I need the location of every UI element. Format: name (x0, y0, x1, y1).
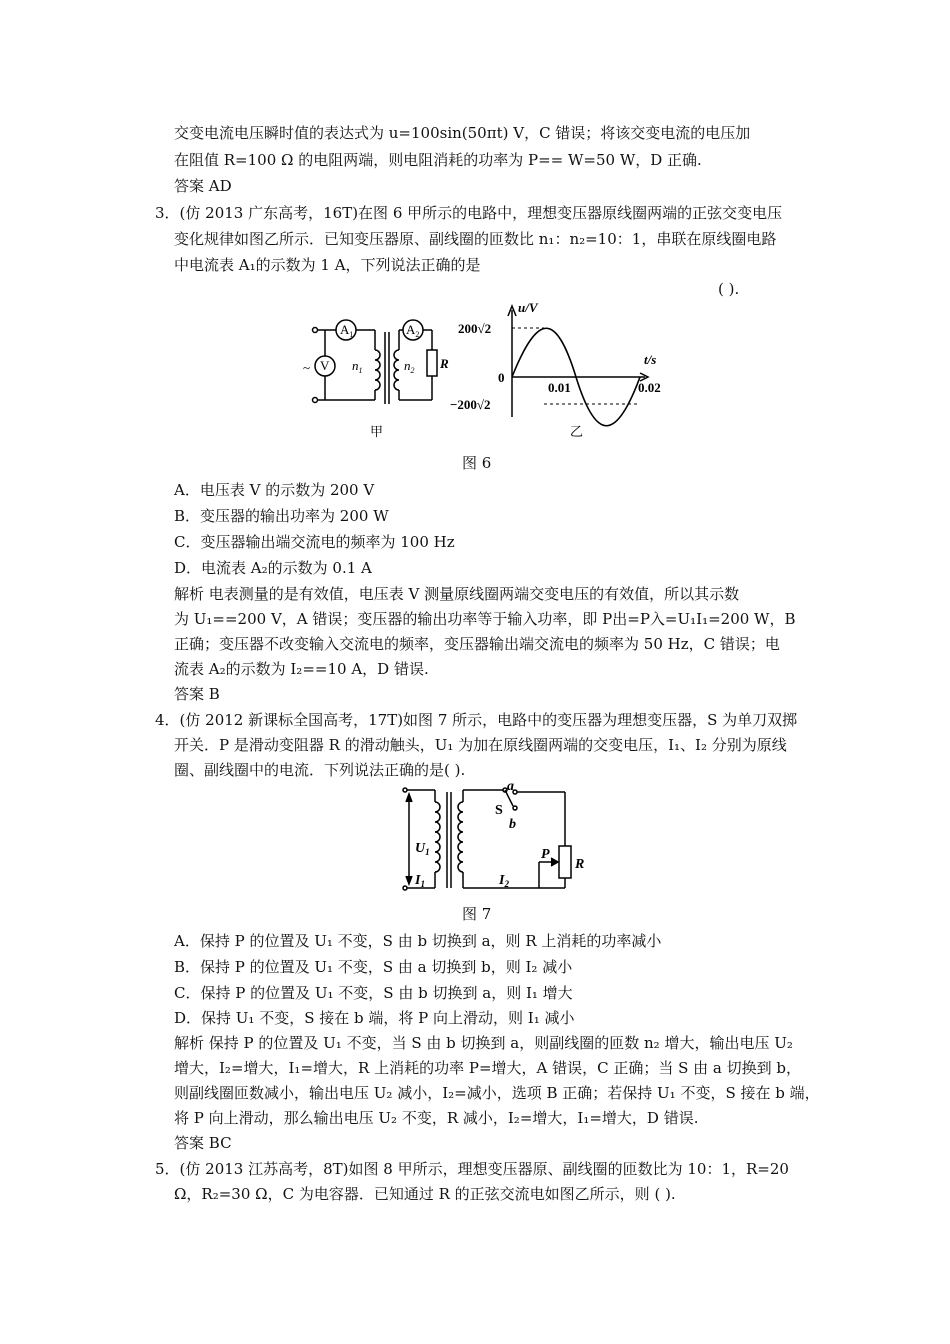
question-stem: 5．(仿 2013 江苏高考，8T)如图 8 甲所示，理想变压器原、副线圈的匝数比为 10：1，R=20 (155, 1160, 789, 1178)
u1-label: $U_1$ (415, 841, 430, 857)
question-stem: 变化规律如图乙所示．已知变压器原、副线圈的匝数比 n₁：n₂=10：1，串联在原线圈电路 (174, 230, 777, 248)
y-max-label: 200√2 (458, 321, 492, 336)
terminal-a-label: a (507, 782, 514, 794)
option-c: C．保持 P 的位置及 U₁ 不变，S 由 b 切换到 a，则 I₁ 增大 (174, 984, 573, 1002)
ammeter-a2-label: $A_2$ (406, 322, 420, 339)
question-stem: Ω，R₂=30 Ω，C 为电容器．已知通过 R 的正弦交流电如图乙所示，则 ( ). (174, 1185, 676, 1203)
option-a: A．保持 P 的位置及 U₁ 不变，S 由 b 切换到 a，则 R 上消耗的功率减小 (174, 932, 662, 950)
figure-caption: 图 6 (462, 454, 492, 472)
origin-label: 0 (498, 370, 505, 385)
analysis-line: 为 U₁==200 V，A 错误；变压器的输出功率等于输入功率，即 P出=P入=U₁I₁=200 W，B (174, 610, 796, 628)
n2-label: $n_2$ (404, 358, 415, 375)
question-stem: 圈、副线圈中的电流．下列说法正确的是( ). (174, 761, 466, 779)
resistor-label: R (575, 857, 585, 872)
n1-label: $n_1$ (352, 358, 363, 375)
figure-7 (395, 782, 595, 898)
tick-label: 0.02 (638, 380, 661, 395)
analysis-line: 则副线圈匝数减小，输出电压 U₂ 减小，I₂=减小，选项 B 正确；若保持 U₁ 不变，S 接在 b 端， (174, 1084, 820, 1102)
ac-source-symbol: ~ (303, 360, 311, 375)
analysis-line: 将 P 向上滑动，那么输出电压 U₂ 不变，R 减小，I₂=增大，I₁=增大，D 错误. (174, 1109, 699, 1127)
x-axis-label: t/s (644, 352, 657, 367)
option-d: D．电流表 A₂的示数为 0.1 A (174, 559, 372, 577)
y-axis-label: u/V (518, 300, 538, 315)
question-stem: 中电流表 A₁的示数为 1 A，下列说法正确的是 (174, 256, 481, 274)
resistor-label: R (440, 356, 449, 371)
i2-label: $I_2$ (499, 873, 509, 889)
figure-6 (300, 292, 680, 442)
option-b: B．变压器的输出功率为 200 W (174, 507, 389, 525)
answer-bracket: ( ). (718, 280, 740, 298)
option-c: C．变压器输出端交流电的频率为 100 Hz (174, 533, 455, 551)
analysis-line: 流表 A₂的示数为 I₂==10 A，D 错误. (174, 660, 429, 678)
analysis-line: 正确；变压器不改变输入交流电的频率，变压器输出端交流电的频率为 50 Hz，C 错误；电 (174, 635, 780, 653)
figure-part-yi: 乙 (570, 424, 584, 439)
question-stem: 4．(仿 2012 新课标全国高考，17T)如图 7 所示，电路中的变压器为理想变压器，S 为单刀双掷 (155, 711, 798, 729)
analysis-line: 解析 电表测量的是有效值，电压表 V 测量原线圈两端交变电压的有效值，所以其示数 (174, 585, 740, 603)
ammeter-a1-label: $A_1$ (340, 322, 354, 339)
question-stem: 3．(仿 2013 广东高考，16T)在图 6 甲所示的电路中，理想变压器原线圈两端的正弦交变电压 (155, 204, 783, 222)
analysis-line: 增大，I₂=增大，I₁=增大，R 上消耗的功率 P=增大，A 错误，C 正确；当 S 由 a 切换到 b， (174, 1059, 802, 1077)
voltmeter-label: V (320, 358, 330, 373)
answer-line: 答案 B (174, 685, 220, 703)
option-a: A．电压表 V 的示数为 200 V (174, 481, 375, 499)
text-line: 交变电流电压瞬时值的表达式为 u=100sin(50πt) V，C 错误；将该交变电流的电压加 (174, 124, 751, 142)
slider-p-label: P (541, 847, 550, 862)
question-stem: 开关．P 是滑动变阻器 R 的滑动触头，U₁ 为加在原线圈两端的交变电压，I₁、I₂ 分别为原线 (174, 736, 787, 754)
tick-label: 0.01 (548, 380, 571, 395)
option-b: B．保持 P 的位置及 U₁ 不变，S 由 a 切换到 b，则 I₂ 减小 (174, 958, 573, 976)
option-d: D．保持 U₁ 不变，S 接在 b 端，将 P 向上滑动，则 I₁ 减小 (174, 1009, 575, 1027)
i1-label: $I_1$ (415, 873, 425, 889)
figure-part-jia: 甲 (370, 424, 384, 439)
figure-caption: 图 7 (462, 905, 492, 923)
terminal-b-label: b (509, 817, 516, 832)
switch-s-label: S (495, 803, 503, 818)
text-line: 在阻值 R=100 Ω 的电阻两端，则电阻消耗的功率为 P== W=50 W，D 正确. (174, 151, 702, 169)
y-min-label: −200√2 (450, 397, 491, 412)
answer-line: 答案 BC (174, 1134, 232, 1152)
analysis-line: 解析 保持 P 的位置及 U₁ 不变，当 S 由 b 切换到 a，则副线圈的匝数 n₂ 增大，输出电压 U₂ (174, 1034, 793, 1052)
answer-line: 答案 AD (174, 177, 232, 195)
